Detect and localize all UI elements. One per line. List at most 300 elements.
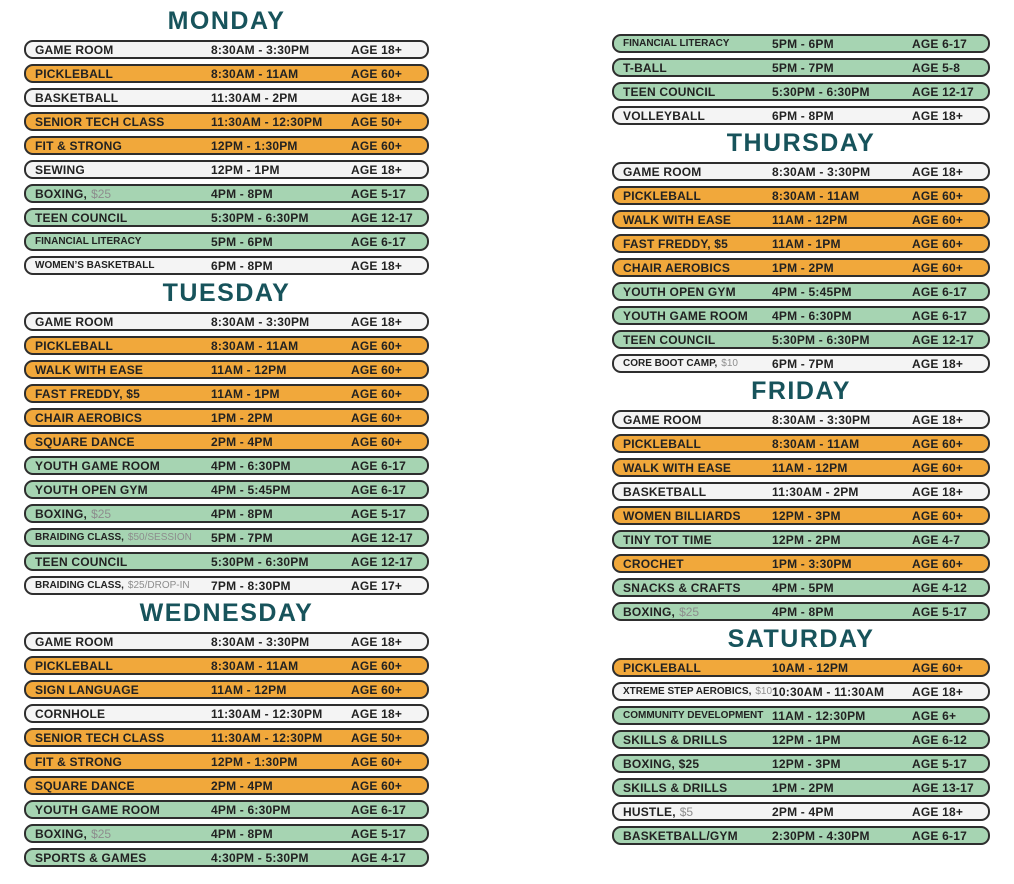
activity-age: AGE 6-17 (351, 458, 406, 473)
activity-row (612, 210, 990, 229)
activity-time: 2PM - 4PM (211, 778, 273, 793)
activity-row (612, 258, 990, 277)
day-section (612, 130, 990, 373)
activity-age: AGE 60+ (351, 778, 403, 793)
activity-name-cell (623, 686, 772, 697)
activity-row (24, 408, 429, 427)
activity-age: AGE 17+ (351, 578, 403, 593)
activity-age: AGE 18+ (351, 258, 403, 273)
activity-name-cell (35, 580, 211, 591)
activity-time: 8:30AM - 3:30PM (211, 42, 310, 57)
activity-name: FAST FREDDY, $5 (623, 236, 729, 251)
activity-name: BOXING, (623, 604, 676, 619)
activity-row (612, 578, 990, 597)
activity-age: AGE 18+ (351, 314, 403, 329)
activity-name: XTREME STEP AEROBICS, (623, 686, 752, 697)
activity-time: 5:30PM - 6:30PM (211, 210, 309, 225)
activity-name-cell (35, 43, 211, 57)
activity-time: 8:30AM - 3:30PM (772, 412, 871, 427)
activity-row (612, 658, 990, 677)
activity-name-cell (35, 411, 211, 425)
activity-row (24, 112, 429, 131)
activity-row (24, 504, 429, 523)
activity-name: TEEN COUNCIL (35, 210, 128, 225)
activity-name-cell (623, 285, 772, 299)
activity-age: AGE 18+ (912, 412, 964, 427)
activity-name: PICKLEBALL (623, 436, 701, 451)
activity-name-cell (35, 803, 211, 817)
activity-row (24, 208, 429, 227)
activity-name-cell (623, 38, 772, 49)
activity-age: AGE 60+ (912, 660, 964, 675)
activity-age: AGE 4-7 (912, 532, 961, 547)
activity-row (612, 682, 990, 701)
activity-age: AGE 18+ (912, 108, 964, 123)
activity-price-note: $25 (91, 506, 112, 521)
activity-name-cell (35, 779, 211, 793)
activity-age: AGE 18+ (912, 684, 964, 699)
activity-row (612, 506, 990, 525)
activity-name-cell (623, 189, 772, 203)
activity-name-cell (623, 605, 772, 619)
activity-price-note: $25 (679, 604, 700, 619)
activity-row (24, 728, 429, 747)
activity-name-cell (35, 260, 211, 271)
activity-age: AGE 6-12 (912, 732, 967, 747)
activity-time: 1PM - 2PM (772, 260, 834, 275)
activity-name-cell (623, 533, 772, 547)
activity-name-cell (35, 139, 211, 153)
activity-row (612, 458, 990, 477)
activity-name: FINANCIAL LITERACY (623, 38, 730, 49)
activity-name-cell (623, 213, 772, 227)
activity-row (24, 848, 429, 867)
activity-time: 4PM - 8PM (211, 186, 273, 201)
activity-row (612, 234, 990, 253)
activity-name-cell (35, 851, 211, 865)
activity-name-cell (35, 163, 211, 177)
activity-age: AGE 60+ (351, 682, 403, 697)
activity-age: AGE 4-12 (912, 580, 967, 595)
activity-row (612, 34, 990, 53)
activity-time: 4PM - 8PM (211, 506, 273, 521)
activity-age: AGE 5-17 (351, 826, 406, 841)
activity-name: BASKETBALL/GYM (623, 828, 738, 843)
activity-age: AGE 60+ (351, 138, 403, 153)
activity-time: 12PM - 1:30PM (211, 754, 298, 769)
activity-time: 8:30AM - 11AM (211, 338, 299, 353)
activity-row (612, 530, 990, 549)
activity-age: AGE 5-17 (912, 604, 967, 619)
activity-time: 2:30PM - 4:30PM (772, 828, 870, 843)
activity-name: FINANCIAL LITERACY (35, 236, 142, 247)
activity-name-cell (35, 635, 211, 649)
activity-row (24, 704, 429, 723)
activity-name: PICKLEBALL (35, 338, 113, 353)
activity-name: TEEN COUNCIL (35, 554, 128, 569)
activity-name: GAME ROOM (623, 412, 702, 427)
activity-row (612, 162, 990, 181)
activity-time: 11AM - 1PM (772, 236, 841, 251)
activity-name: YOUTH OPEN GYM (35, 482, 148, 497)
activity-row (612, 602, 990, 621)
activity-row (24, 360, 429, 379)
activity-name-cell (623, 710, 772, 721)
activity-age: AGE 18+ (912, 356, 964, 371)
activity-name: WALK WITH EASE (623, 460, 732, 475)
activity-name: FIT & STRONG (35, 754, 123, 769)
activity-price-note: $50/SESSION (127, 532, 192, 543)
activity-age: AGE 50+ (351, 730, 403, 745)
activity-name-cell (35, 731, 211, 745)
activity-age: AGE 50+ (351, 114, 403, 129)
activity-age: AGE 60+ (912, 236, 964, 251)
activity-name: YOUTH OPEN GYM (623, 284, 736, 299)
activity-row (612, 58, 990, 77)
activity-time: 2PM - 4PM (772, 804, 834, 819)
activity-name-cell (35, 315, 211, 329)
activity-age: AGE 13-17 (912, 780, 974, 795)
activity-name: WOMEN’S BASKETBALL (35, 260, 155, 271)
activity-age: AGE 12-17 (912, 84, 974, 99)
activity-name-cell (35, 507, 211, 521)
activity-row (24, 656, 429, 675)
activity-name-cell (623, 661, 772, 675)
day-section (612, 34, 990, 125)
activity-age: AGE 6-17 (912, 828, 967, 843)
activity-time: 4PM - 6:30PM (211, 458, 291, 473)
activity-row (24, 480, 429, 499)
activity-name-cell (623, 109, 772, 123)
activity-age: AGE 60+ (351, 410, 403, 425)
activity-row (24, 64, 429, 83)
activity-name-cell (35, 435, 211, 449)
activity-name-cell (35, 707, 211, 721)
activity-time: 8:30AM - 11AM (772, 188, 860, 203)
activity-name: FAST FREDDY, $5 (35, 386, 141, 401)
activity-age: AGE 60+ (912, 508, 964, 523)
activity-name-cell (623, 829, 772, 843)
activity-time: 11AM - 12:30PM (772, 708, 866, 723)
activity-time: 1PM - 2PM (772, 780, 834, 795)
activity-price-note: $10 (721, 358, 738, 369)
activity-time: 7PM - 8:30PM (211, 578, 291, 593)
activity-time: 11:30AM - 12:30PM (211, 730, 323, 745)
activity-name: PICKLEBALL (35, 66, 113, 81)
activity-row (612, 434, 990, 453)
activity-row (612, 306, 990, 325)
activity-name: SIGN LANGUAGE (35, 682, 139, 697)
activity-age: AGE 5-17 (912, 756, 967, 771)
day-title: THURSDAY (726, 129, 876, 157)
activity-name-cell (623, 461, 772, 475)
schedule-column-right (612, 34, 990, 850)
activity-row (612, 82, 990, 101)
activity-name-cell (623, 757, 772, 771)
activity-time: 11:30AM - 12:30PM (211, 706, 323, 721)
activity-age: AGE 5-17 (351, 506, 406, 521)
activity-row (24, 312, 429, 331)
day-section (24, 600, 429, 867)
activity-name: GAME ROOM (35, 42, 114, 57)
activity-row (612, 186, 990, 205)
activity-name: T-BALL (623, 60, 667, 75)
activity-time: 11AM - 12PM (211, 362, 287, 377)
activity-row (24, 336, 429, 355)
activity-time: 8:30AM - 11AM (211, 66, 299, 81)
activity-row (24, 776, 429, 795)
activity-time: 6PM - 8PM (211, 258, 273, 273)
activity-age: AGE 6+ (912, 708, 957, 723)
activity-price-note: $5 (679, 804, 694, 819)
activity-name-cell (623, 413, 772, 427)
activity-row (24, 160, 429, 179)
activity-name-cell (35, 236, 211, 247)
activity-time: 5PM - 7PM (211, 530, 273, 545)
day-section (612, 626, 990, 845)
activity-name: YOUTH GAME ROOM (35, 802, 160, 817)
activity-age: AGE 60+ (351, 658, 403, 673)
activity-name: FIT & STRONG (35, 138, 123, 153)
activity-name-cell (623, 309, 772, 323)
activity-time: 12PM - 1:30PM (211, 138, 298, 153)
activity-name-cell (35, 115, 211, 129)
activity-time: 6PM - 7PM (772, 356, 834, 371)
activity-name: VOLLEYBALL (623, 108, 705, 123)
activity-name: PICKLEBALL (623, 660, 701, 675)
activity-name: BRAIDING CLASS, (35, 532, 124, 543)
activity-name-cell (623, 437, 772, 451)
activity-name: SQUARE DANCE (35, 778, 135, 793)
activity-age: AGE 60+ (912, 188, 964, 203)
activity-row (24, 752, 429, 771)
activity-name: YOUTH GAME ROOM (35, 458, 160, 473)
activity-price-note: $10 (755, 686, 773, 697)
activity-row (24, 256, 429, 275)
day-title: WEDNESDAY (139, 599, 314, 627)
activity-age: AGE 6-17 (351, 234, 406, 249)
activity-name-cell (35, 339, 211, 353)
activity-row (24, 528, 429, 547)
activity-time: 5:30PM - 6:30PM (772, 84, 870, 99)
activity-age: AGE 18+ (351, 706, 403, 721)
activity-age: AGE 18+ (912, 804, 964, 819)
activity-row (24, 432, 429, 451)
activity-time: 2PM - 4PM (211, 434, 273, 449)
activity-name-cell (623, 165, 772, 179)
activity-age: AGE 18+ (912, 484, 964, 499)
activity-name: PICKLEBALL (35, 658, 113, 673)
activity-age: AGE 12-17 (351, 210, 413, 225)
activity-name-cell (623, 333, 772, 347)
activity-name-cell (35, 532, 211, 543)
activity-time: 4PM - 6:30PM (772, 308, 852, 323)
activity-time: 8:30AM - 3:30PM (211, 314, 310, 329)
activity-time: 12PM - 3PM (772, 508, 841, 523)
activity-name: SEWING (35, 162, 85, 177)
activity-name: BOXING, $25 (623, 756, 700, 771)
activity-age: AGE 6-17 (351, 482, 406, 497)
activity-row (24, 136, 429, 155)
activity-row (612, 482, 990, 501)
activity-age: AGE 12-17 (351, 554, 413, 569)
activity-name: CORNHOLE (35, 706, 106, 721)
activity-row (24, 384, 429, 403)
activity-age: AGE 18+ (351, 162, 403, 177)
activity-time: 8:30AM - 3:30PM (772, 164, 871, 179)
activity-name-cell (35, 483, 211, 497)
activity-age: AGE 6-17 (351, 802, 406, 817)
day-section (24, 8, 429, 275)
activity-time: 11:30AM - 2PM (211, 90, 298, 105)
day-section (612, 378, 990, 621)
activity-name: HUSTLE, (623, 804, 676, 819)
activity-row (612, 354, 990, 373)
activity-name-cell (623, 805, 772, 819)
activity-name-cell (623, 261, 772, 275)
activity-name: BOXING, (35, 506, 88, 521)
activity-time: 4:30PM - 5:30PM (211, 850, 309, 865)
activity-name: WALK WITH EASE (35, 362, 144, 377)
activity-age: AGE 60+ (912, 260, 964, 275)
activity-age: AGE 6-17 (912, 308, 967, 323)
activity-age: AGE 60+ (912, 460, 964, 475)
activity-age: AGE 18+ (351, 42, 403, 57)
day-title: MONDAY (167, 7, 286, 35)
activity-time: 5PM - 6PM (211, 234, 273, 249)
activity-row (24, 456, 429, 475)
day-section (24, 280, 429, 595)
activity-name: TINY TOT TIME (623, 532, 712, 547)
activity-time: 4PM - 5:45PM (772, 284, 852, 299)
activity-time: 5:30PM - 6:30PM (772, 332, 870, 347)
activity-name-cell (35, 659, 211, 673)
activity-name: COMMUNITY DEVELOPMENT (623, 710, 764, 721)
activity-age: AGE 60+ (351, 338, 403, 353)
activity-name: CHAIR AEROBICS (623, 260, 731, 275)
activity-row (612, 282, 990, 301)
activity-name: CHAIR AEROBICS (35, 410, 143, 425)
activity-row (24, 680, 429, 699)
activity-name-cell (623, 485, 772, 499)
activity-time: 11:30AM - 2PM (772, 484, 859, 499)
activity-time: 12PM - 2PM (772, 532, 841, 547)
activity-age: AGE 6-17 (912, 36, 967, 51)
activity-name: TEEN COUNCIL (623, 84, 716, 99)
activity-row (612, 778, 990, 797)
activity-time: 4PM - 5PM (772, 580, 834, 595)
activity-time: 11AM - 12PM (772, 460, 848, 475)
activity-name: GAME ROOM (35, 634, 114, 649)
activity-row (612, 730, 990, 749)
activity-row (612, 410, 990, 429)
activity-time: 4PM - 5:45PM (211, 482, 291, 497)
activity-time: 1PM - 2PM (211, 410, 273, 425)
activity-time: 11AM - 12PM (211, 682, 287, 697)
activity-name-cell (623, 237, 772, 251)
activity-name: YOUTH GAME ROOM (623, 308, 748, 323)
activity-age: AGE 60+ (351, 362, 403, 377)
activity-time: 5PM - 7PM (772, 60, 834, 75)
activity-row (24, 800, 429, 819)
activity-row (612, 330, 990, 349)
activity-name: BOXING, (35, 826, 88, 841)
activity-row (612, 802, 990, 821)
activity-name-cell (623, 358, 772, 369)
activity-name-cell (623, 733, 772, 747)
activity-time: 12PM - 1PM (211, 162, 280, 177)
activity-price-note: $25 (91, 186, 112, 201)
activity-age: AGE 60+ (912, 212, 964, 227)
activity-row (24, 184, 429, 203)
activity-age: AGE 5-17 (351, 186, 406, 201)
activity-row (612, 754, 990, 773)
activity-name: WALK WITH EASE (623, 212, 732, 227)
activity-name-cell (623, 581, 772, 595)
activity-name-cell (623, 61, 772, 75)
activity-name-cell (35, 363, 211, 377)
activity-name: GAME ROOM (35, 314, 114, 329)
activity-time: 11AM - 1PM (211, 386, 280, 401)
activity-name: TEEN COUNCIL (623, 332, 716, 347)
day-title: FRIDAY (751, 377, 851, 405)
activity-row (24, 824, 429, 843)
activity-row (24, 552, 429, 571)
activity-name-cell (35, 555, 211, 569)
activity-age: AGE 60+ (351, 754, 403, 769)
activity-name: PICKLEBALL (623, 188, 701, 203)
activity-name: BRAIDING CLASS, (35, 580, 124, 591)
activity-name-cell (35, 211, 211, 225)
activity-time: 5:30PM - 6:30PM (211, 554, 309, 569)
activity-time: 12PM - 3PM (772, 756, 841, 771)
activity-time: 1PM - 3:30PM (772, 556, 852, 571)
activity-time: 4PM - 6:30PM (211, 802, 291, 817)
activity-row (612, 106, 990, 125)
activity-time: 10:30AM - 11:30AM (772, 684, 885, 699)
day-title: TUESDAY (162, 279, 291, 307)
activity-name: CROCHET (623, 556, 684, 571)
activity-age: AGE 18+ (351, 634, 403, 649)
activity-row (612, 706, 990, 725)
activity-row (24, 40, 429, 59)
activity-time: 4PM - 8PM (211, 826, 273, 841)
activity-age: AGE 60+ (351, 434, 403, 449)
activity-age: AGE 12-17 (912, 332, 974, 347)
activity-age: AGE 6-17 (912, 284, 967, 299)
activity-time: 8:30AM - 3:30PM (211, 634, 310, 649)
activity-name: SENIOR TECH CLASS (35, 114, 165, 129)
activity-name-cell (623, 509, 772, 523)
activity-time: 4PM - 8PM (772, 604, 834, 619)
activity-price-note: $25/DROP-IN (127, 580, 190, 591)
activity-time: 6PM - 8PM (772, 108, 834, 123)
activity-name-cell (623, 781, 772, 795)
schedule-column-left (24, 6, 429, 872)
activity-name-cell (35, 755, 211, 769)
activity-name-cell (35, 91, 211, 105)
activity-row (612, 554, 990, 573)
activity-row (24, 232, 429, 251)
activity-name-cell (623, 557, 772, 571)
activity-time: 5PM - 6PM (772, 36, 834, 51)
day-title: SATURDAY (727, 625, 875, 653)
activity-name: SPORTS & GAMES (35, 850, 147, 865)
activity-name: SQUARE DANCE (35, 434, 135, 449)
activity-time: 8:30AM - 11AM (211, 658, 299, 673)
activity-age: AGE 12-17 (351, 530, 413, 545)
activity-row (24, 576, 429, 595)
